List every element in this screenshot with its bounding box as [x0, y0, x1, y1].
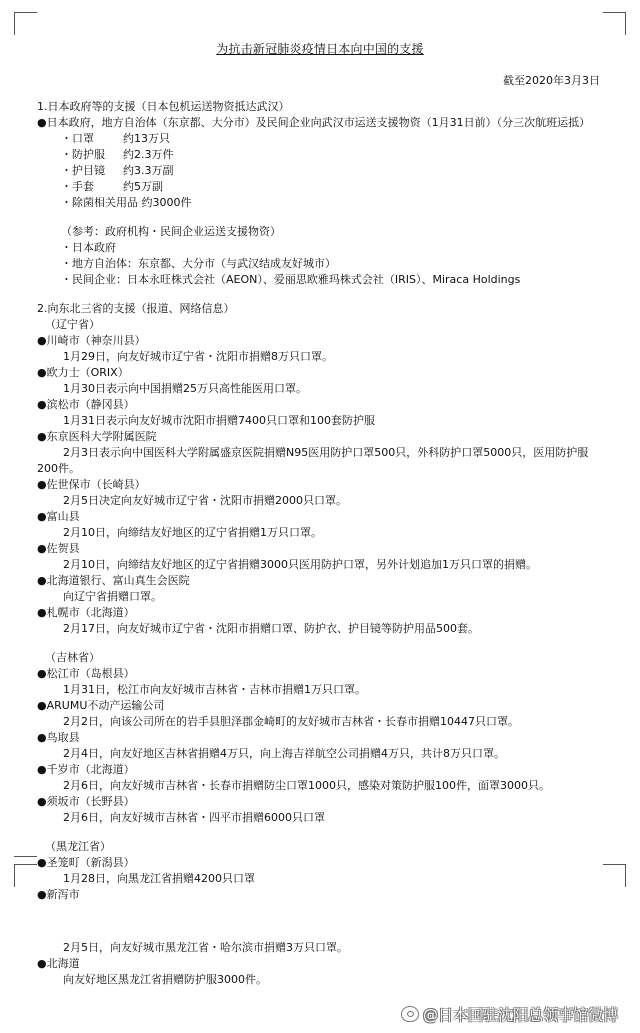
corner-mark-top-left	[14, 12, 37, 35]
donor-name: ● 北海道	[37, 956, 607, 972]
donor-name: ● 新泻市	[37, 887, 607, 903]
donation-detail: 1月31日表示向友好城市沈阳市捐赠7400只口罩和100套防护服	[63, 414, 375, 427]
province-title-heilongjiang: （黑龙江省）	[45, 840, 111, 853]
donor-name: ● ARUMU不动产运输公司	[37, 698, 607, 714]
donor-name: ● 富山县	[37, 509, 607, 525]
weibo-watermark	[401, 1004, 618, 1025]
page-two-content	[37, 940, 607, 988]
donor-name: ● 欧力士（ORIX）	[37, 365, 607, 381]
donation-detail: 2月4日，向友好地区吉林省捐赠4万只，向上海吉祥航空公司捐赠4万只，共计8万只口罩。	[63, 747, 505, 760]
weibo-icon	[401, 1006, 419, 1022]
donor-name: ● 札幌市（北海道）	[37, 605, 607, 621]
donation-detail: 2月17日，向友好城市辽宁省・沈阳市捐赠口罩、防护衣、护目镜等防护用品500套。	[63, 622, 479, 635]
section1-intro: ●日本政府，地方自治体（东京都、大分市）及民间企业向武汉市运送支援物资（1月31日前）（分三次航班运抵）	[37, 116, 591, 129]
donation-detail: 1月30日表示向中国捐赠25万只高性能医用口罩。	[63, 382, 307, 395]
donation-detail: 2月6日，向友好城市吉林省・长春市捐赠防尘口罩1000只，感染对策防护服100件，面罩3000只。	[63, 779, 550, 792]
reference-title: （参考：政府机构・民间企业运送支援物资）	[61, 225, 281, 238]
section2-heading: 2.向东北三省的支援（报道、网络信息）	[37, 302, 235, 315]
reference-item: ・地方自治体：东京都、大分市（与武汉结成友好城市）	[61, 257, 336, 270]
supply-item	[37, 163, 607, 179]
donation-detail: 2月5日，向友好城市黑龙江省・哈尔滨市捐赠3万只口罩。	[63, 941, 348, 954]
watermark-text: @日本国驻沈阳总领事馆微博	[422, 1006, 618, 1024]
supply-item-qty: 约2.3万件	[123, 148, 174, 161]
donation-detail: 1月28日，向黑龙江省捐赠4200只口罩	[63, 872, 255, 885]
donor-name: ● 佐世保市（长崎县）	[37, 477, 607, 493]
donation-detail: 2月10日，向缔结友好地区的辽宁省捐赠1万只口罩。	[63, 526, 322, 539]
supply-item-qty: 约13万只	[123, 132, 170, 145]
supply-item	[37, 179, 607, 195]
supply-item-name: ・手套	[61, 180, 94, 193]
supply-item-name: ・护目镜	[61, 164, 105, 177]
province-title-liaoning: （辽宁省）	[45, 318, 100, 331]
donor-name: ● 东京医科大学附属医院	[37, 429, 607, 445]
donation-detail: 2月5日决定向友好城市辽宁省・沈阳市捐赠2000只口罩。	[63, 494, 347, 507]
section1-heading: 1.日本政府等的支援（日本包机运送物资抵达武汉）	[37, 100, 290, 113]
corner-mark-top-right	[603, 12, 626, 35]
reference-item: ・日本政府	[61, 241, 116, 254]
donor-name: ● 须坂市（长野县）	[37, 794, 607, 810]
province-title-jilin: （吉林省）	[45, 651, 100, 664]
donor-name: ● 滨松市（静冈县）	[37, 397, 607, 413]
supply-item-last: ・除菌相关用品 约3000件	[61, 196, 192, 209]
supply-item	[37, 147, 607, 163]
donor-name: ● 北海道银行、富山真生会医院	[37, 573, 607, 589]
supply-item-qty: 约5万副	[123, 180, 163, 193]
donation-detail: 1月31日，松江市向友好城市吉林省・吉林市捐赠1万只口罩。	[63, 683, 366, 696]
supply-item-name: ・口罩	[61, 132, 94, 145]
as-of-date: 截至2020年3月3日	[503, 74, 600, 87]
reference-item: ・民间企业：日本永旺株式会社（AEON）、爱丽思欧雅玛株式会社（IRIS）、Miraca Holdings	[61, 273, 521, 286]
donation-detail: 2月2日，向该公司所在的岩手县胆泽郡金崎町的友好城市吉林省・长春市捐赠10447只口罩。	[63, 715, 519, 728]
donor-name: ● 鸟取县	[37, 730, 607, 746]
donation-detail: 2月10日，向缔结友好地区的辽宁省捐赠3000只医用防护口罩，另外计划追加1万只口罩的捐赠。	[63, 558, 537, 571]
page-end-mark-left	[14, 856, 37, 857]
donation-detail: 向辽宁省捐赠口罩。	[63, 590, 162, 603]
donor-name: ● 川崎市（神奈川县）	[37, 333, 607, 349]
donor-name: ● 松江市（岛根县）	[37, 666, 607, 682]
donor-name: ● 千岁市（北海道）	[37, 762, 607, 778]
supply-item	[37, 131, 607, 147]
donor-name: ● 佐贺县	[37, 541, 607, 557]
donation-detail: 1月29日，向友好城市辽宁省・沈阳市捐赠8万只口罩。	[63, 350, 333, 363]
donation-detail: 向友好地区黑龙江省捐赠防护服3000件。	[63, 973, 267, 986]
supply-item-name: ・防护服	[61, 148, 105, 161]
supply-item-qty: 约3.3万副	[123, 164, 174, 177]
donation-detail: 2月6日，向友好城市吉林省・四平市捐赠6000只口罩	[63, 811, 325, 824]
donor-name: ● 圣笼町（新潟县）	[37, 855, 607, 871]
document-title: 为抗击新冠肺炎疫情日本向中国的支援	[216, 42, 424, 56]
donation-detail: 2月3日表示向中国医科大学附属盛京医院捐赠N95医用防护口罩500只，外科防护口罩5000只，医用防护服200件。	[37, 446, 589, 475]
document-body	[37, 99, 607, 903]
page-break-mark-left	[14, 864, 37, 887]
